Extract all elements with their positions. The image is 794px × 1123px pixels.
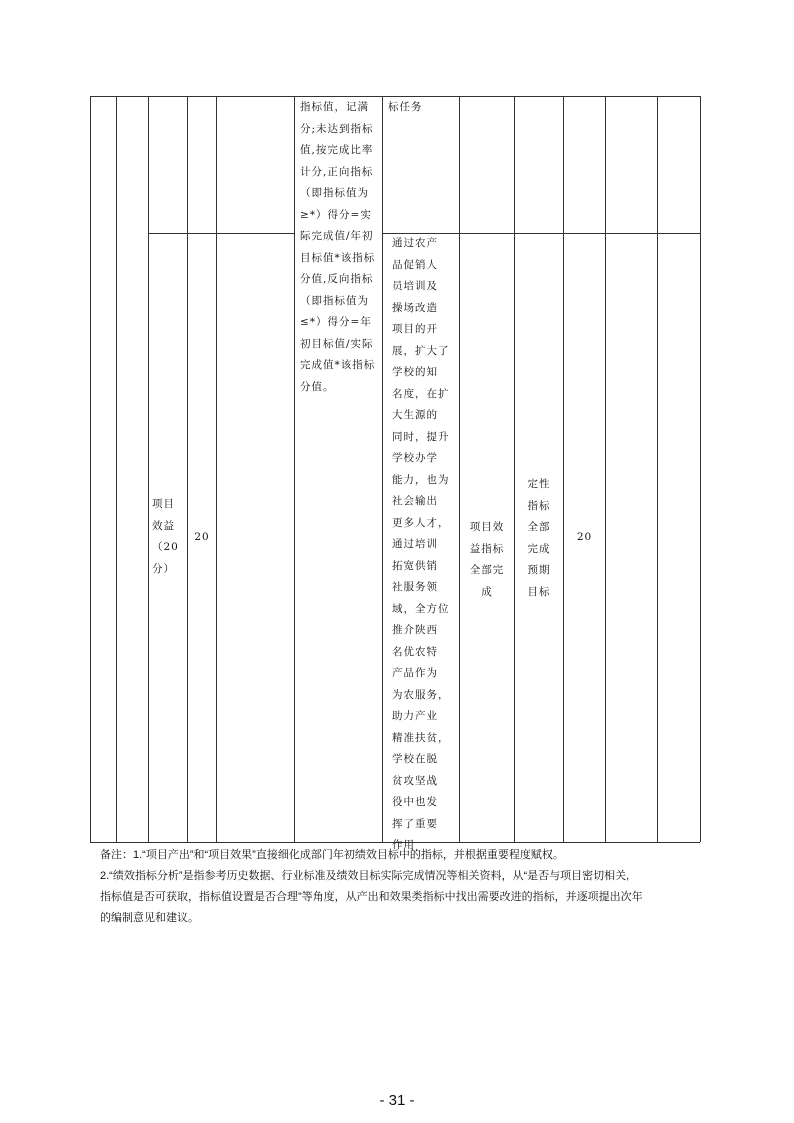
col-line [148, 96, 149, 842]
col-line [382, 96, 383, 842]
col-line [90, 96, 91, 842]
row2-target-text: 通过农产 品促销人 员培训及 操场改造 项目的开 展，扩大了 学校的知 名度，在扩 大生源的 同时，提升 学校办学 能力，也为 社会输出 更多人才， 通过培训 拓宽供销 社服务领 域，全方位 推介陕西 名优农特 产品作为 为农服务， 助力产业 精准扶贫， 学校在脱 贫攻坚战 役中也发 挥了重要 作用 [392, 237, 450, 851]
col-line [700, 96, 701, 842]
note-line-2: 2.“绩效指标分析”是指参考历史数据、行业标准及绩效目标实际完成情况等相关资料，从“是否与项目密切相关, [100, 870, 630, 882]
col-line [187, 96, 188, 842]
score-value: 20 [576, 531, 593, 543]
col-line [657, 96, 658, 842]
row1-target-text: 标任务 [388, 101, 423, 113]
col-line [216, 96, 217, 842]
col-line [514, 96, 515, 842]
weight-value: 20 [194, 531, 210, 543]
col-line [116, 96, 117, 842]
indicator-type-text: 定性 指标 全部 完成 预期 目标 [527, 478, 551, 598]
note-line-4: 的编制意见和建议。 [100, 912, 199, 924]
row-divider [148, 233, 294, 234]
col-line [563, 96, 564, 842]
note-line-1: 备注：1.“项目产出”和“项目效果”直接细化成部门年初绩效目标中的指标，并根据重要程度赋权。 [100, 849, 564, 861]
actual-completion-text: 项目效 益指标 全部完 成 [469, 521, 505, 598]
page-number: - 31 - [379, 1092, 415, 1109]
col-line [459, 96, 460, 842]
note-line-3: 指标值是否可获取，指标值设置是否合理”等角度，从产出和效果类指标中找出需要改进的指标，并逐项提出次年 [100, 891, 643, 903]
category-project-benefit: 项目 效益 （20 分） [152, 498, 179, 575]
scoring-criteria-text: 指标值，记满 分;未达到指标 值,按完成比率 计分,正向指标 （即指标值为 ≥*）得分=实 际完成值/年初 目标值*该指标 分值,反向指标 （即指标值为 ≤*）得分=年 初目标值/实际 完成值*该指标 分值。 [300, 101, 376, 393]
col-line [294, 96, 295, 842]
col-line [605, 96, 606, 842]
